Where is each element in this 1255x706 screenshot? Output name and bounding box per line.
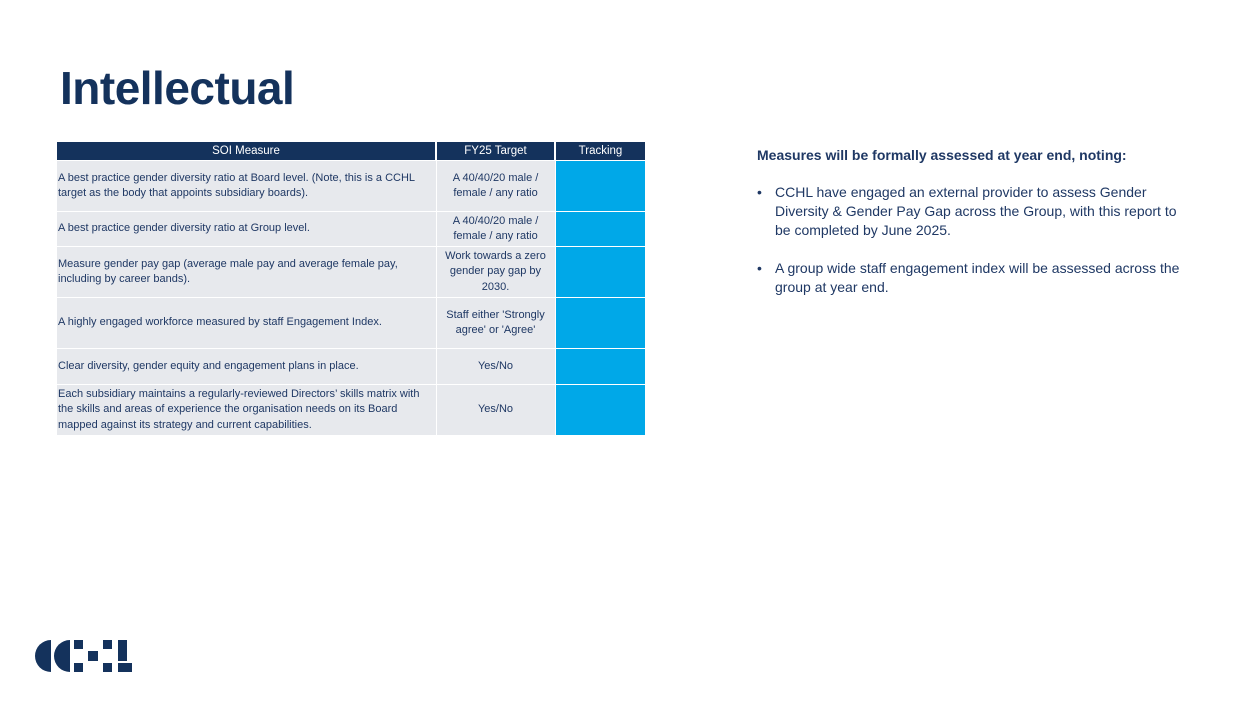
measure-cell: Each subsidiary maintains a regularly-reviewed Directors’ skills matrix with the skills and areas of experience the organisation needs on its Board mapped against its strategy and current capabilities. <box>57 385 436 436</box>
tracking-cell <box>555 349 645 385</box>
cchl-logo-icon <box>34 638 134 674</box>
table-row <box>57 212 645 247</box>
target-cell: Yes/No <box>436 349 555 385</box>
table-row <box>57 349 645 385</box>
list-item <box>757 259 1187 297</box>
target-cell: Work towards a zero gender pay gap by 2030. <box>436 247 555 298</box>
logo-block-5 <box>103 663 112 672</box>
tracking-cell <box>555 212 645 247</box>
bullet-icon: • <box>757 184 762 200</box>
measure-cell: A best practice gender diversity ratio at Group level. <box>57 212 436 247</box>
logo-letter-c-1 <box>35 640 51 672</box>
logo-block-2 <box>74 663 83 672</box>
list-item-text: A group wide staff engagement index will be assessed across the group at year end. <box>775 260 1180 295</box>
tracking-cell <box>555 298 645 349</box>
tracking-cell <box>555 161 645 212</box>
list-item <box>757 183 1187 240</box>
logo-block-6 <box>118 640 127 661</box>
table-row <box>57 161 645 212</box>
notes-heading: Measures will be formally assessed at year end, noting: <box>757 147 1127 163</box>
assessment-notes <box>757 146 1187 316</box>
logo-block-4 <box>103 640 112 649</box>
header-tracking: Tracking <box>555 142 645 161</box>
header-soi-measure: SOI Measure <box>57 142 436 161</box>
tracking-cell <box>555 247 645 298</box>
notes-list <box>757 183 1187 297</box>
cchl-logo-svg <box>34 638 134 674</box>
target-cell: A 40/40/20 male / female / any ratio <box>436 161 555 212</box>
target-cell: Yes/No <box>436 385 555 436</box>
bullet-icon: • <box>757 260 762 276</box>
target-cell: A 40/40/20 male / female / any ratio <box>436 212 555 247</box>
table-header-row <box>57 142 645 161</box>
logo-block-1 <box>74 640 83 649</box>
measure-cell: Clear diversity, gender equity and engagement plans in place. <box>57 349 436 385</box>
list-item-text: CCHL have engaged an external provider to assess Gender Diversity & Gender Pay Gap across the Group, with this report to be completed by June 2025. <box>775 184 1177 238</box>
header-fy25-target: FY25 Target <box>436 142 555 161</box>
tracking-cell <box>555 385 645 436</box>
table-row <box>57 247 645 298</box>
table-row <box>57 298 645 349</box>
target-cell: Staff either 'Strongly agree' or 'Agree' <box>436 298 555 349</box>
page-title: Intellectual <box>60 62 295 114</box>
logo-block-7 <box>118 663 132 672</box>
measure-cell: Measure gender pay gap (average male pay and average female pay, including by career bands). <box>57 247 436 298</box>
logo-letter-c-2 <box>54 640 70 672</box>
logo-block-3 <box>88 651 98 661</box>
soi-table <box>57 142 645 436</box>
table-row <box>57 385 645 436</box>
measure-cell: A best practice gender diversity ratio at Board level. (Note, this is a CCHL target as the body that appoints subsidiary boards). <box>57 161 436 212</box>
measure-cell: A highly engaged workforce measured by staff Engagement Index. <box>57 298 436 349</box>
